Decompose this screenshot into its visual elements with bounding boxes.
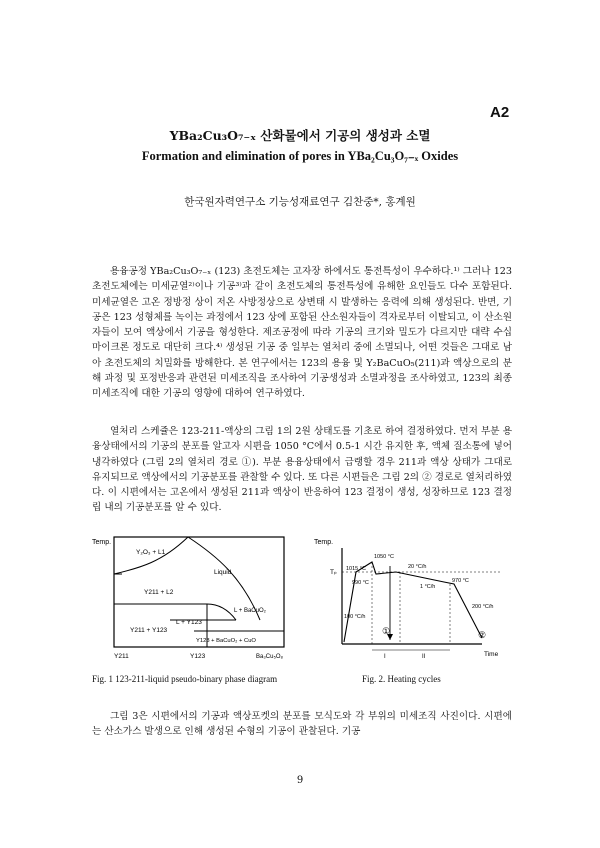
fig1-x-label-2: Y123 [190, 653, 206, 660]
paragraph-3: 그림 3은 시편에서의 기공과 액상포켓의 분포를 모식도와 각 부위의 미세조직 사진이다. 시편에는 산소가스 발생으로 인해 생성된 수형의 기공이 관찰된다. 기공 [92, 711, 512, 738]
authors: 한국원자력연구소 기능성재료연구 김찬중*, 홍계원 [184, 196, 416, 208]
title-english: Formation and elimination of pores in YBa₂Cu₃O₇₋ₓ Oxides [141, 149, 459, 163]
figure-2-heating-cycles [312, 532, 510, 664]
fig1-region-3: Y211 + L2 [144, 589, 174, 596]
fig2-temp-970: 970 °C [452, 578, 469, 584]
fig2-rate-1: 100 °C/h [344, 614, 366, 620]
fig1-region-1: Y₂O₃ + L1 [136, 549, 166, 556]
fig2-tp-label: Tₚ [330, 569, 337, 576]
figure-1-phase-diagram [92, 532, 292, 664]
fig2-temp-1050: 1050 °C [374, 554, 394, 560]
fig2-stage-2: II [422, 654, 426, 660]
fig1-x-label-1: Y211 [114, 653, 129, 660]
fig1-region-2: Liquid [214, 569, 232, 576]
fig1-y-axis-label: Temp. [92, 539, 112, 546]
fig2-caption: Fig. 2. Heating cycles [362, 674, 441, 684]
fig1-x-label-3: Ba₃Cu₅O₈ [256, 654, 284, 660]
fig2-temp-990: 990 °C [352, 580, 369, 586]
fig2-x-axis-label: Time [484, 651, 499, 658]
paragraph-1: 용융공정 YBa₂Cu₃O₇₋ₓ (123) 초전도체는 고자장 하에서도 통전특성이 우수하다.¹⁾ 그러나 123 초전도체에는 미세균열²⁾이나 기공³⁾과 같이 초전도체의 통전특성에 유해한 요인들도 다수 포함된다. 미세균열은 고온 정방정 상이 저온 사방정상으로 상변태 시 발생하는 응력에 의해 생성된다. 반면, 기공은 123 성형체를 녹이는 과정에서 123 상에 포함된 산소원자들이 격자로부터 이탈되고, 이 산소원자들이 모여 액상에서 기공을 형성한다. 제조공정에 따라 기공의 크기와 밀도가 다르지만 대략 수십 마이크론 정도로 대단히 크다.⁴⁾ 생성된 기공 중 일부는 열처리 중에 소멸되나, 어떤 것들은 그대로 남아 초전도체의 치밀화를 방해한다. 본 연구에서는 123의 용융 및 Y₂BaCuO₅(211)과 액상으로의 분해 과정 및 포정반응과 관련된 미세조직을 조사하여 기공생성과 소멸과정을 조사하였고, 123의 최종 미세조직에 대한 기공의 영향에 대하여 연구하였다. [92, 266, 512, 400]
fig1-region-7: Y123 + BaCuO₂ + CuO [196, 638, 256, 644]
fig2-y-axis-label: Temp. [314, 539, 334, 546]
fig2-temp-1015: 1015 °C [346, 566, 366, 572]
fig1-region-4: L + BaCuO₂ [234, 608, 266, 614]
fig2-rate-3: 1 °C/h [420, 584, 436, 590]
fig2-rate-2: 20 °C/h [408, 564, 427, 570]
fig2-stage-1: I [384, 654, 386, 660]
page-number: 9 [296, 775, 304, 786]
fig1-region-5: L + Y123 [176, 619, 202, 626]
fig2-path-2: ② [478, 630, 487, 640]
fig2-rate-4: 200 °C/h [472, 604, 494, 610]
paragraph-2: 열처리 스케쥴은 123-211-액상의 그림 1의 2원 상태도를 기초로 하여 결정하였다. 먼저 부분 용융상태에서의 기공의 분포를 알고자 시편을 1050 °C에서 0.5-1 시간 유지한 후, 액체 질소통에 넣어 냉각하였다 (그림 2의 열처리 경로 ①). 부분 용융상태에서 급랭할 경우 211과 액상 상태가 그대로 유지되므로 액상에서의 기공분포를 관찰할 수 있다. 또 다른 시편들은 그림 2의 ② 경로로 열처리하였다. 이 시편에서는 고온에서 생성된 211과 액상이 반응하여 123 결정이 생성, 성장하므로 123 결정립 내의 기공분포를 알 수 있다. [92, 426, 512, 514]
section-tag: A2 [490, 104, 510, 121]
fig1-caption: Fig. 1 123-211-liquid pseudo-binary phase diagram [92, 674, 278, 684]
fig2-path-1: ① [382, 626, 391, 636]
title-korean: YBa₂Cu₃O₇₋ₓ 산화물에서 기공의 생성과 소멸 [169, 128, 431, 143]
fig1-region-6: Y211 + Y123 [130, 627, 168, 634]
